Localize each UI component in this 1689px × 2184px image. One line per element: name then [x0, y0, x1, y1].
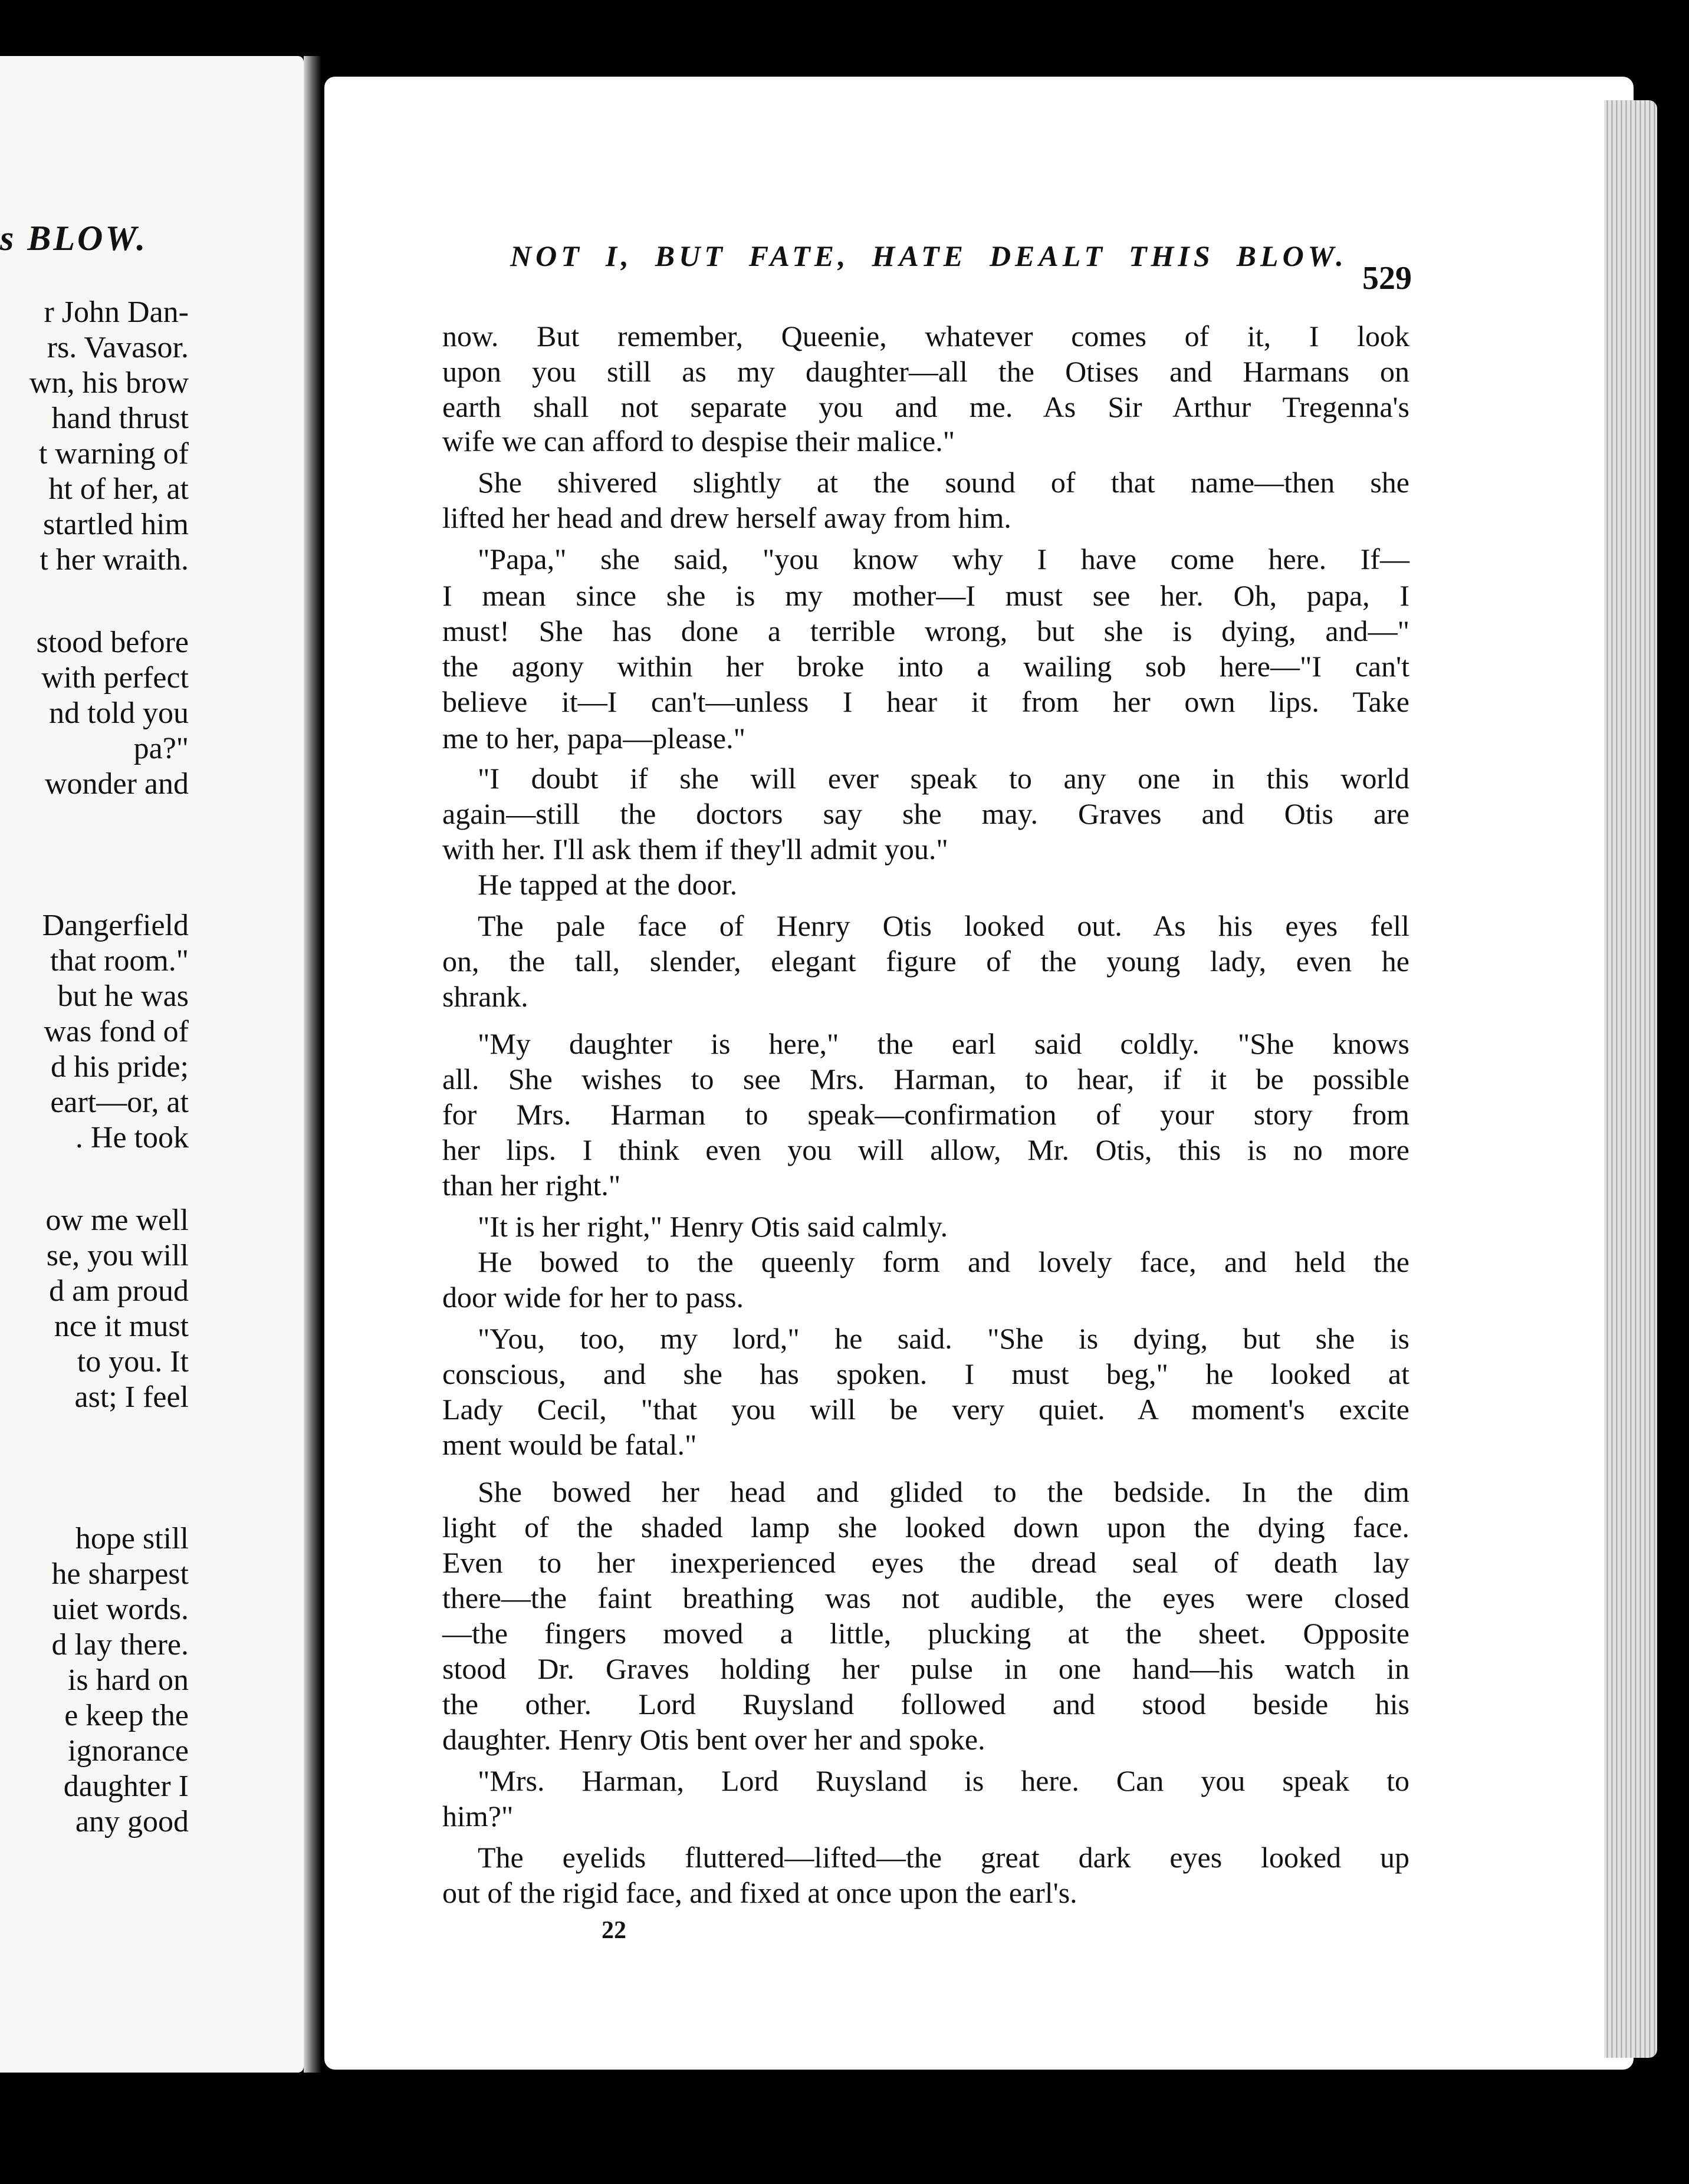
- left-text-line: d lay there.: [51, 1628, 189, 1662]
- left-text-line: hope still: [75, 1522, 189, 1555]
- text-line: all. She wishes to see Mrs. Harman, to hear, if it be possible: [442, 1063, 1409, 1096]
- running-head-word: I,: [605, 239, 633, 272]
- left-text-line: but he was: [57, 979, 189, 1013]
- text-line: with her. I'll ask them if they'll admit you.": [442, 833, 948, 866]
- text-line: there—the faint breathing was not audible, the eyes were closed: [442, 1581, 1409, 1614]
- left-text-line: any good: [75, 1805, 189, 1838]
- text-line: earth shall not separate you and me. As Sir Arthur Tregenna's: [442, 390, 1409, 423]
- running-head: [510, 239, 1348, 273]
- running-head-word: THIS: [1128, 239, 1214, 272]
- text-line: again—still the doctors say she may. Graves and Otis are: [442, 797, 1409, 830]
- text-line: "I doubt if she will ever speak to any one in this world: [478, 762, 1409, 795]
- text-line: than her right.": [442, 1169, 621, 1202]
- left-text-line: wn, his brow: [29, 366, 189, 400]
- text-line: —the fingers moved a little, plucking at the sheet. Opposite: [442, 1617, 1409, 1650]
- left-text-line: eart—or, at: [50, 1086, 189, 1119]
- signature-mark: 22: [602, 1917, 626, 1944]
- text-line: I mean since she is my mother—I must see her. Oh, papa, I: [442, 579, 1409, 612]
- text-line: "You, too, my lord," he said. "She is dying, but she is: [478, 1322, 1409, 1355]
- running-head-word: BUT: [655, 239, 727, 272]
- text-line: ment would be fatal.": [442, 1428, 697, 1461]
- text-line: believe it—I can't—unless I hear it from her own lips. Take: [442, 685, 1409, 718]
- left-text-line: t warning of: [38, 437, 189, 471]
- running-head-word: NOT: [510, 239, 583, 272]
- left-text-line: rs. Vavasor.: [47, 331, 189, 364]
- text-line: She shivered slightly at the sound of that name—then she: [478, 466, 1409, 499]
- running-head-word: DEALT: [989, 239, 1106, 272]
- left-text-line: nd told you: [49, 696, 189, 730]
- text-line: shrank.: [442, 980, 528, 1013]
- text-line: him?": [442, 1800, 514, 1833]
- text-line: daughter. Henry Otis bent over her and spoke.: [442, 1723, 985, 1756]
- text-line: must! She has done a terrible wrong, but she is dying, and—": [442, 614, 1409, 647]
- text-line: He bowed to the queenly form and lovely face, and held the: [478, 1245, 1409, 1278]
- text-line: "It is her right," Henry Otis said calmly.: [478, 1210, 948, 1243]
- book-gutter: [304, 56, 321, 2073]
- left-text-line: pa?": [133, 732, 189, 765]
- left-running-head: s BLOW.: [0, 219, 148, 258]
- left-text-line: stood before: [36, 626, 189, 659]
- text-line: the other. Lord Ruysland followed and stood beside his: [442, 1688, 1409, 1721]
- left-text-line: wonder and: [44, 767, 189, 801]
- text-line: the agony within her broke into a wailing sob here—"I can't: [442, 650, 1409, 683]
- text-line: He tapped at the door.: [478, 868, 738, 901]
- left-text-line: daughter I: [63, 1769, 189, 1803]
- left-text-line: uiet words.: [52, 1593, 189, 1626]
- text-line: out of the rigid face, and fixed at once upon the earl's.: [442, 1876, 1077, 1909]
- text-line: lifted her head and drew herself away from him.: [442, 501, 1011, 534]
- left-text-line: ht of her, at: [48, 472, 189, 506]
- text-line: me to her, papa—please.": [442, 722, 746, 755]
- left-text-line: e keep the: [64, 1699, 189, 1732]
- text-line: The eyelids fluttered—lifted—the great dark eyes looked up: [478, 1841, 1409, 1874]
- text-line: wife we can afford to despise their malice.": [442, 425, 955, 458]
- text-line: for Mrs. Harman to speak—confirmation of your story from: [442, 1098, 1409, 1131]
- left-text-line: is hard on: [67, 1663, 189, 1697]
- text-line: upon you still as my daughter—all the Otises and Harmans on: [442, 355, 1409, 388]
- left-text-line: . He took: [75, 1121, 189, 1155]
- left-text-line: ignorance: [67, 1734, 189, 1768]
- left-text-line: ow me well: [45, 1203, 189, 1237]
- left-text-line: r John Dan-: [44, 295, 189, 329]
- text-line: stood Dr. Graves holding her pulse in one hand—his watch in: [442, 1652, 1409, 1685]
- left-text-line: that room.": [50, 944, 189, 978]
- left-text-line: d am proud: [49, 1274, 189, 1308]
- text-line: "Papa," she said, "you know why I have come here. If—: [478, 542, 1409, 575]
- left-text-line: he sharpest: [51, 1557, 189, 1591]
- text-line: Even to her inexperienced eyes the dread seal of death lay: [442, 1546, 1409, 1579]
- left-text-line: was fond of: [44, 1015, 189, 1048]
- text-line: "My daughter is here," the earl said coldly. "She knows: [478, 1027, 1409, 1060]
- text-line: The pale face of Henry Otis looked out. As his eyes fell: [478, 909, 1409, 942]
- left-text-line: se, you will: [46, 1239, 189, 1272]
- text-line: light of the shaded lamp she looked down upon the dying face.: [442, 1511, 1409, 1544]
- left-text-line: hand thrust: [51, 402, 189, 435]
- left-text-line: d his pride;: [51, 1050, 189, 1084]
- running-head-word: BLOW.: [1236, 239, 1348, 272]
- left-text-line: startled him: [43, 508, 189, 541]
- page-number: 529: [1362, 260, 1412, 297]
- running-head-word: FATE,: [748, 239, 850, 272]
- text-line: conscious, and she has spoken. I must beg," he looked at: [442, 1357, 1409, 1390]
- left-text-line: ast; I feel: [74, 1380, 189, 1414]
- text-line: now. But remember, Queenie, whatever comes of it, I look: [442, 320, 1409, 353]
- text-line: Lady Cecil, "that you will be very quiet. A moment's excite: [442, 1393, 1409, 1426]
- left-text-line: nce it must: [54, 1310, 189, 1343]
- text-line: door wide for her to pass.: [442, 1281, 744, 1314]
- text-line: on, the tall, slender, elegant figure of the young lady, even he: [442, 945, 1409, 978]
- left-text-line: to you. It: [77, 1345, 189, 1379]
- text-line: "Mrs. Harman, Lord Ruysland is here. Can you speak to: [478, 1764, 1409, 1797]
- left-text-line: with perfect: [41, 661, 189, 695]
- left-text-line: Dangerfield: [42, 909, 189, 942]
- running-head-word: HATE: [872, 239, 967, 272]
- page-edges: [1604, 100, 1657, 2058]
- left-text-line: t her wraith.: [40, 543, 189, 577]
- left-page-text: [0, 0, 304, 2184]
- text-line: She bowed her head and glided to the bedside. In the dim: [478, 1475, 1409, 1508]
- text-line: her lips. I think even you will allow, Mr. Otis, this is no more: [442, 1133, 1409, 1166]
